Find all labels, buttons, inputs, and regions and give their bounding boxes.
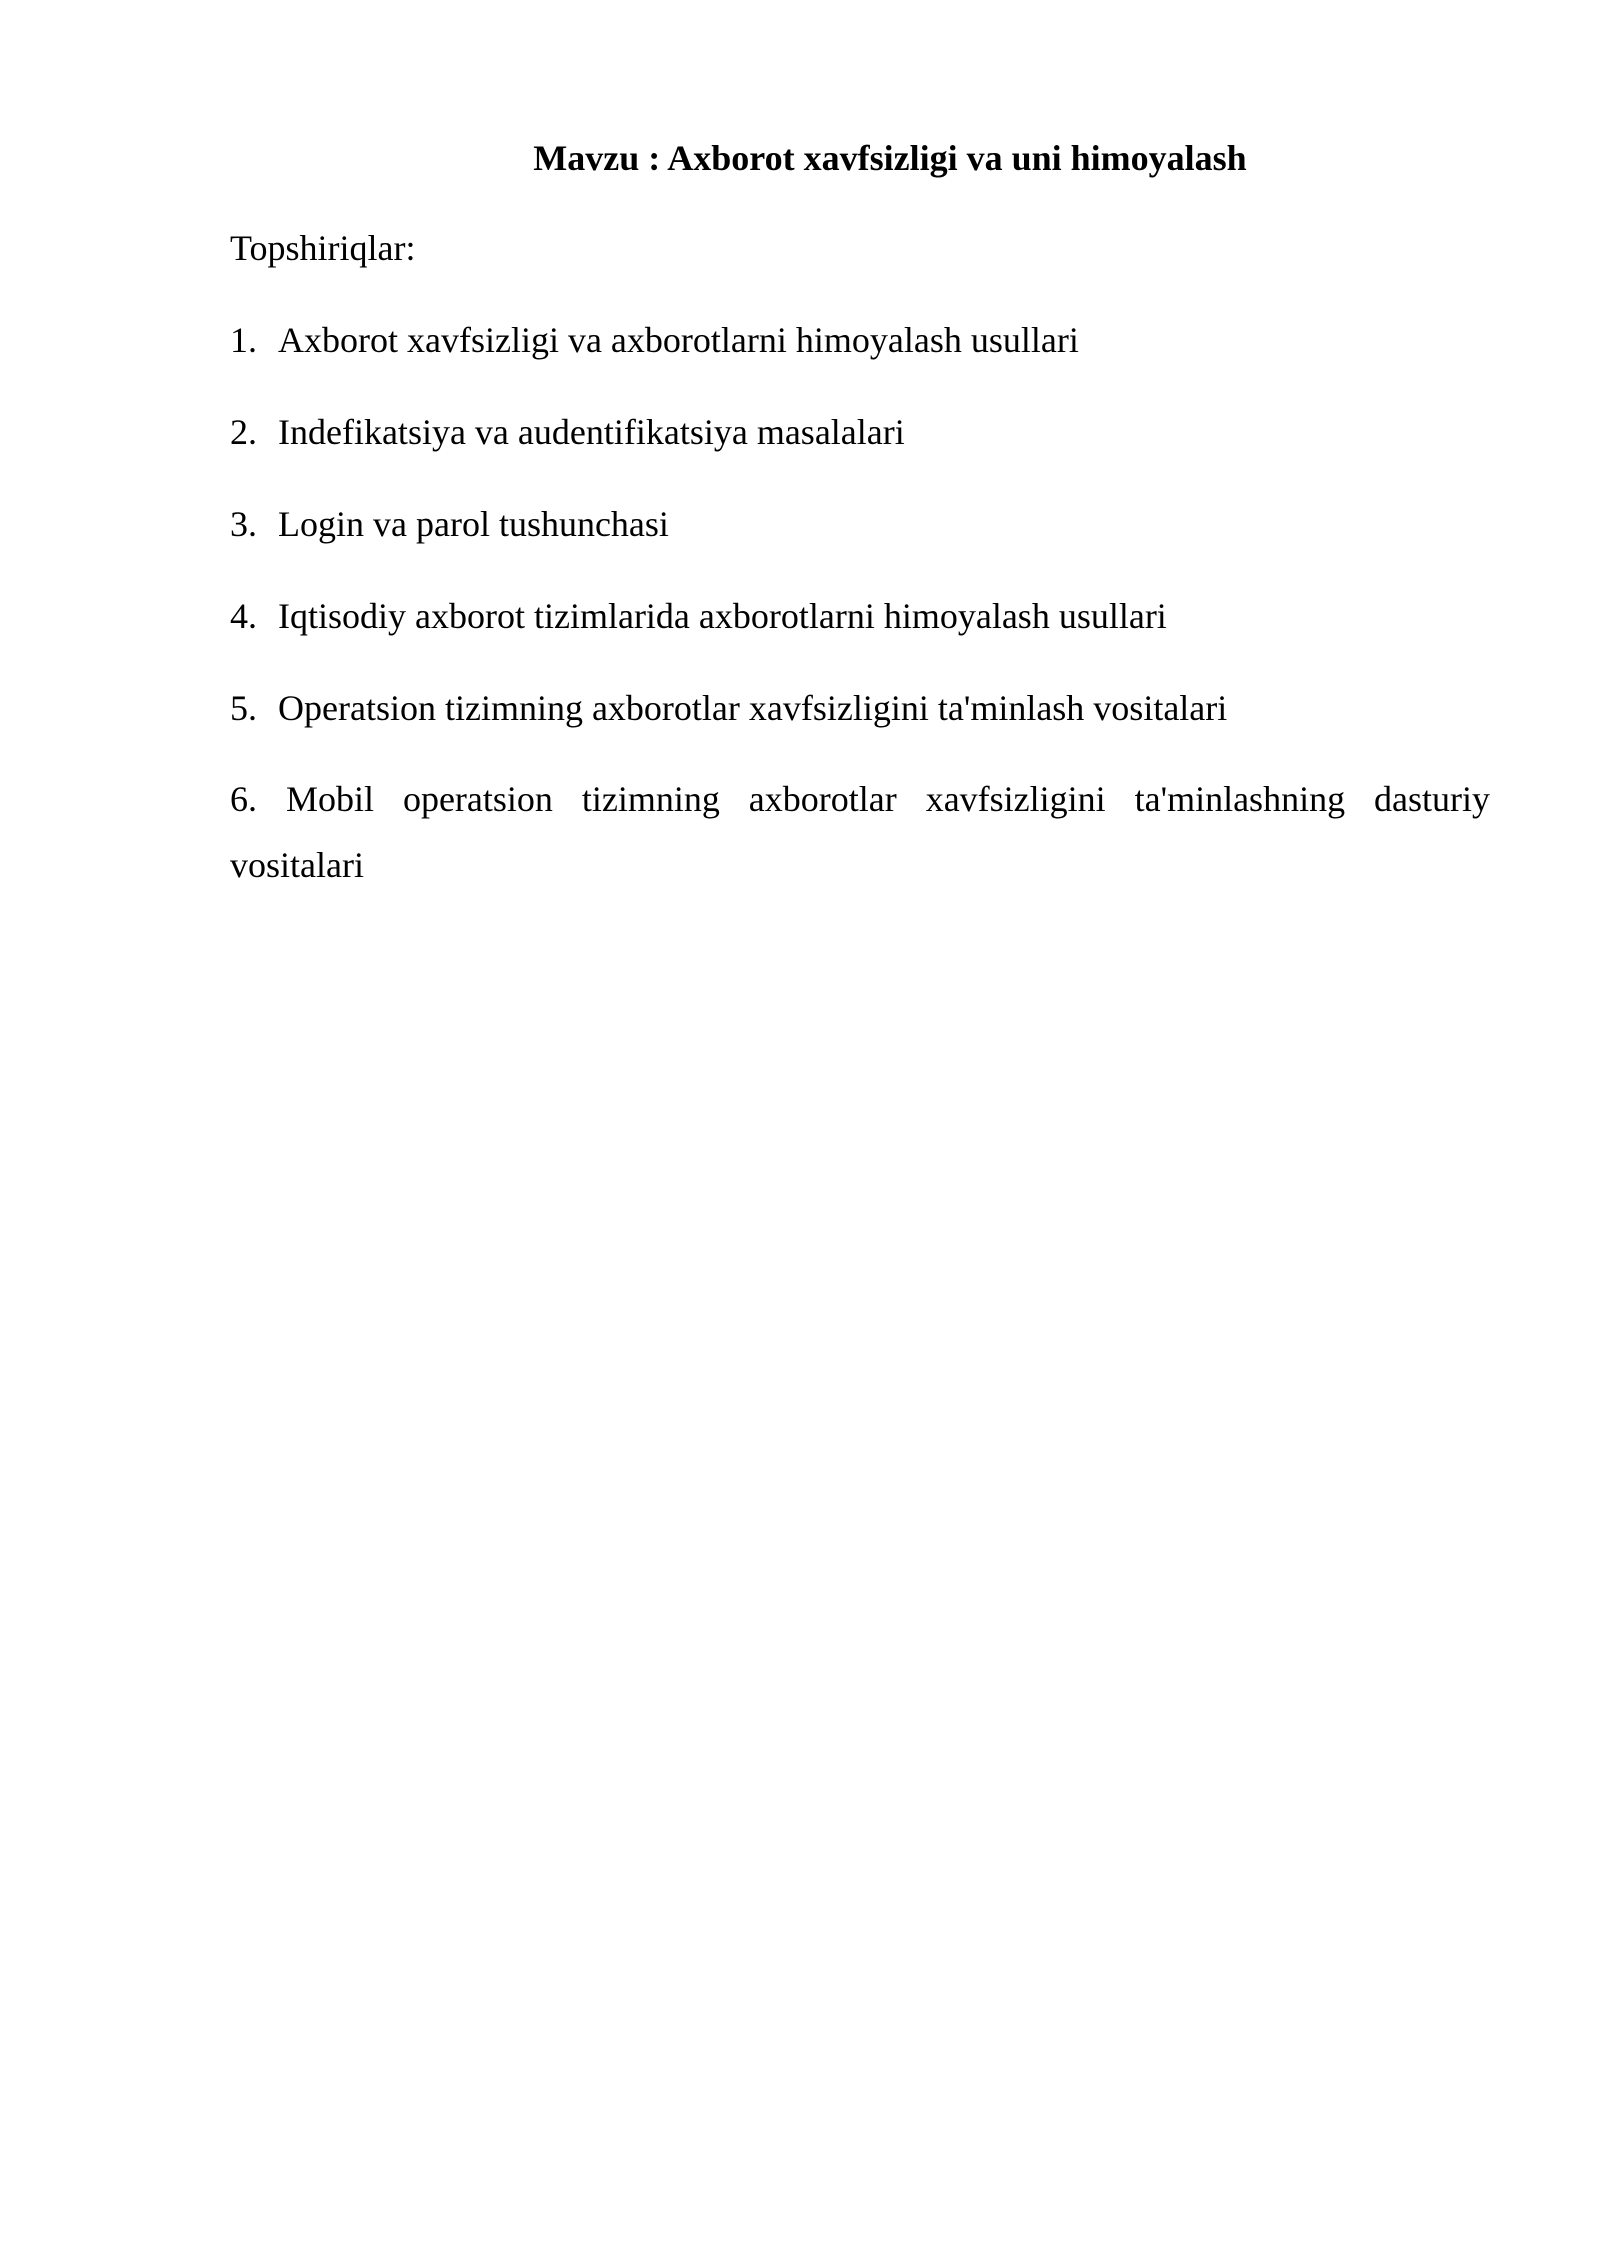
task-text: Mobil operatsion tizimning axborotlar xavfsizligini ta'minlashning dasturiy vositalari (230, 779, 1491, 885)
task-item (230, 402, 1490, 462)
tasks-heading: Topshiriqlar: (230, 228, 416, 268)
task-text: Indefikatsiya va audentifikatsiya masalalari (278, 412, 905, 452)
task-number: 6. (230, 779, 257, 819)
task-number: 4. (230, 596, 257, 636)
task-text: Operatsion tizimning axborotlar xavfsizligini ta'minlash vositalari (278, 688, 1228, 728)
task-text: Axborot xavfsizligi va axborotlarni himoyalash usullari (278, 320, 1079, 360)
task-item (230, 310, 1490, 370)
task-item (230, 494, 1490, 554)
task-number: 1. (230, 320, 257, 360)
task-text: Iqtisodiy axborot tizimlarida axborotlarni himoyalash usullari (278, 596, 1167, 636)
task-number: 3. (230, 504, 257, 544)
task-item (230, 586, 1490, 646)
task-number: 5. (230, 688, 257, 728)
document-title: Mavzu : Axborot xavfsizligi va uni himoyalash (533, 138, 1247, 178)
task-item (230, 766, 1490, 898)
document-content (230, 128, 1490, 898)
task-number: 2. (230, 412, 257, 452)
task-text: Login va parol tushunchasi (278, 504, 669, 544)
task-list (230, 310, 1490, 898)
task-item (230, 678, 1490, 738)
